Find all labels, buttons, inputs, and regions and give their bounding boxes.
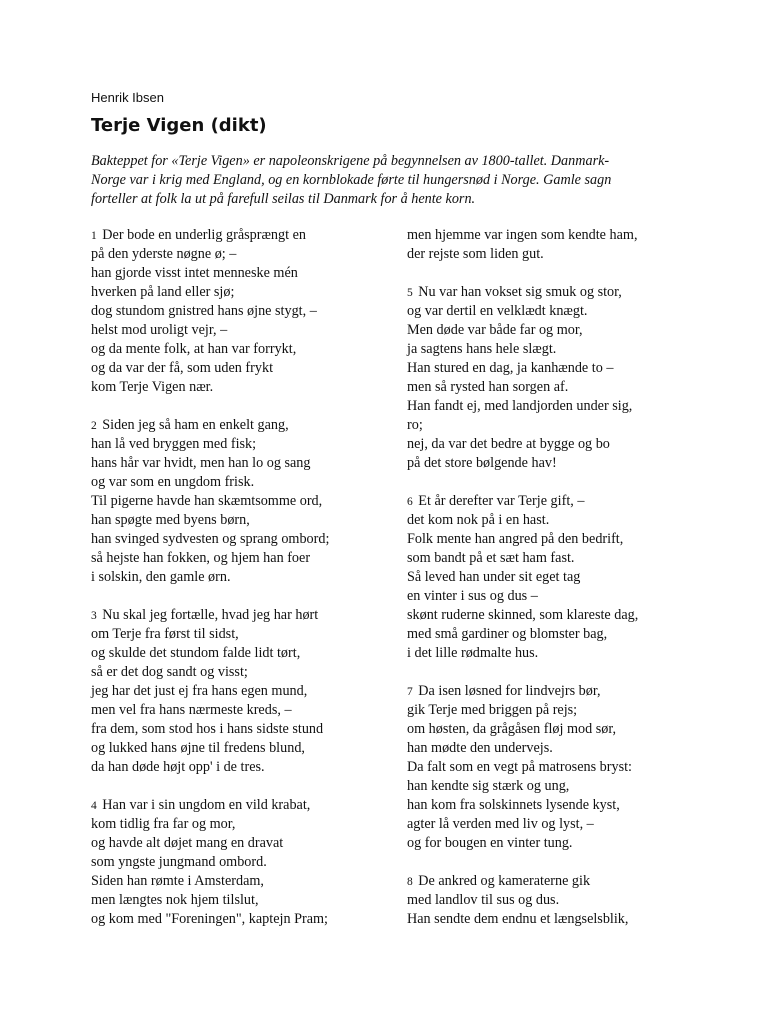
poem-line — [407, 606, 697, 625]
poem-line-text: agter lå verden med liv og lyst, – — [407, 816, 594, 832]
page-title: Terje Vigen (dikt) — [91, 115, 267, 136]
poem-line-text: Der bode en underlig gråsprængt en — [102, 227, 306, 243]
poem-line-text: kom tidlig fra far og mor, — [91, 816, 236, 832]
stanza-number: 8 — [407, 876, 413, 888]
poem-line — [91, 511, 376, 530]
poem-line — [407, 739, 697, 758]
poem-line — [91, 378, 376, 397]
poem-line-text: han svinged sydvesten og sprang ombord; — [91, 531, 330, 547]
poem-line — [407, 720, 697, 739]
poem-line — [407, 891, 697, 910]
poem-line-text: jeg har det just ej fra hans egen mund, — [91, 683, 308, 699]
poem-line-text: men hjemme var ingen som kendte ham, — [407, 227, 638, 243]
poem-line-text: med små gardiner og blomster bag, — [407, 626, 608, 642]
intro-line: Bakteppet for «Terje Vigen» er napoleonskrigene på begynnelsen av 1800-tallet. Danmark- — [91, 153, 610, 169]
poem-line-text: Nu skal jeg fortælle, hvad jeg har hørt — [102, 607, 319, 623]
stanza — [91, 796, 376, 929]
stanza — [91, 226, 376, 397]
poem-line — [91, 910, 376, 929]
poem-line-text: en vinter i sus og dus – — [407, 588, 538, 604]
poem-line-text: så hejste han fokken, og hjem han foer — [91, 550, 311, 566]
poem-line — [91, 321, 376, 340]
poem-line — [407, 435, 697, 454]
poem-line-text: som yngste jungmand ombord. — [91, 854, 267, 870]
intro-line: forteller at folk la ut på farefull seilas til Danmark for å hente korn. — [91, 191, 476, 207]
poem-line-text: gik Terje med briggen på rejs; — [407, 702, 578, 718]
poem-line-text: og var som en ungdom frisk. — [91, 474, 255, 490]
poem-line-text: De ankred og kameraterne gik — [418, 873, 591, 889]
poem-line-text: han gjorde visst intet menneske mén — [91, 265, 298, 281]
poem-line — [91, 340, 376, 359]
poem-line — [91, 264, 376, 283]
stanza — [407, 226, 697, 264]
poem-line — [407, 872, 697, 891]
poem-line-text: Han var i sin ungdom en vild krabat, — [102, 797, 311, 813]
stanza — [407, 492, 697, 663]
poem-line-text: dog stundom gnistred hans øjne stygt, – — [91, 303, 317, 319]
poem-line — [91, 302, 376, 321]
poem-line-text: og for bougen en vinter tung. — [407, 835, 573, 851]
poem-line-text: men så rysted han sorgen af. — [407, 379, 569, 395]
poem-line-text: og skulde det stundom falde lidt tørt, — [91, 645, 301, 661]
poem-line — [407, 568, 697, 587]
poem-line — [407, 587, 697, 606]
poem-line-text: Han fandt ej, med landjorden under sig, — [407, 398, 633, 414]
stanza — [91, 606, 376, 777]
poem-line-text: med landlov til sus og dus. — [407, 892, 560, 908]
poem-line — [91, 701, 376, 720]
poem-line — [91, 872, 376, 891]
poem-line-text: Men døde var både far og mor, — [407, 322, 583, 338]
poem-line-text: hverken på land eller sjø; — [91, 284, 235, 300]
poem-line-text: på det store bølgende hav! — [407, 455, 557, 471]
poem-line-text: og lukked hans øjne til fredens blund, — [91, 740, 305, 756]
poem-line-text: kom Terje Vigen nær. — [91, 379, 214, 395]
poem-line-text: og da mente folk, at han var forrykt, — [91, 341, 297, 357]
stanza — [407, 283, 697, 473]
poem-line — [91, 435, 376, 454]
poem-line-text: Så leved han under sit eget tag — [407, 569, 581, 585]
poem-line-text: det kom nok på i en hast. — [407, 512, 550, 528]
poem-line — [91, 245, 376, 264]
poem-line-text: Til pigerne havde han skæmtsomme ord, — [91, 493, 323, 509]
intro-paragraph — [91, 152, 681, 209]
poem-line-text: hans hår var hvidt, men han lo og sang — [91, 455, 311, 471]
poem-line — [407, 530, 697, 549]
poem-line-text: da han døde højt opp' i de tres. — [91, 759, 265, 775]
stanza — [407, 682, 697, 853]
poem-line — [407, 701, 697, 720]
poem-line-text: Folk mente han angred på den bedrift, — [407, 531, 624, 547]
poem-line-text: helst mod uroligt vejr, – — [91, 322, 228, 338]
poem-line — [91, 758, 376, 777]
poem-line — [407, 378, 697, 397]
poem-line — [407, 226, 697, 245]
stanza-number: 6 — [407, 496, 413, 508]
poem-line-text: og kom med "Foreningen", kaptejn Pram; — [91, 911, 328, 927]
poem-line-text: Et år derefter var Terje gift, – — [418, 493, 585, 509]
stanza — [407, 872, 697, 929]
intro-line: Norge var i krig med England, og en kornblokade førte til hungersnød i Norge. Gamle sagn — [91, 172, 612, 188]
poem-line — [407, 758, 697, 777]
stanza — [91, 416, 376, 587]
poem-line-text: Siden han rømte i Amsterdam, — [91, 873, 264, 889]
poem-line — [407, 910, 697, 929]
poem-line-text: Da isen løsned for lindvejrs bør, — [418, 683, 601, 699]
poem-line-text: men længtes nok hjem tilslut, — [91, 892, 259, 908]
poem-line — [91, 454, 376, 473]
poem-line-text: om Terje fra først til sidst, — [91, 626, 239, 642]
poem-line-text: i solskin, den gamle ørn. — [91, 569, 231, 585]
poem-line-text: Da falt som en vegt på matrosens bryst: — [407, 759, 632, 775]
poem-column-left — [91, 226, 376, 948]
poem-line-text: og havde alt døjet mang en dravat — [91, 835, 284, 851]
poem-line — [91, 739, 376, 758]
poem-line — [91, 853, 376, 872]
poem-line-text: om høsten, da grågåsen fløj mod sør, — [407, 721, 617, 737]
poem-line — [407, 321, 697, 340]
poem-line — [91, 834, 376, 853]
poem-line — [91, 663, 376, 682]
poem-line — [407, 644, 697, 663]
poem-line — [407, 340, 697, 359]
poem-line-text: der rejste som liden gut. — [407, 246, 544, 262]
poem-line — [91, 891, 376, 910]
poem-line-text: og var dertil en velklædt knægt. — [407, 303, 588, 319]
poem-line — [407, 283, 697, 302]
poem-line-text: han mødte den undervejs. — [407, 740, 553, 756]
poem-line — [91, 644, 376, 663]
poem-line-text: som bandt på et sæt ham fast. — [407, 550, 575, 566]
poem-line-text: på den yderste nøgne ø; – — [91, 246, 237, 262]
poem-line-text: og da var der få, som uden frykt — [91, 360, 274, 376]
stanza-number: 4 — [91, 800, 97, 812]
poem-line — [91, 568, 376, 587]
poem-line-text: Nu var han vokset sig smuk og stor, — [418, 284, 622, 300]
poem-line — [91, 815, 376, 834]
poem-line — [407, 682, 697, 701]
poem-line — [91, 492, 376, 511]
poem-line — [91, 549, 376, 568]
poem-line — [407, 549, 697, 568]
poem-line — [407, 416, 697, 435]
poem-line-text: ro; — [407, 417, 423, 433]
author-name: Henrik Ibsen — [91, 90, 164, 105]
poem-line — [407, 454, 697, 473]
poem-line-text: men vel fra hans nærmeste kreds, – — [91, 702, 292, 718]
poem-line — [407, 815, 697, 834]
poem-line — [407, 359, 697, 378]
poem-line-text: han kom fra solskinnets lysende kyst, — [407, 797, 620, 813]
poem-line — [91, 473, 376, 492]
stanza-number: 1 — [91, 230, 97, 242]
poem-line — [407, 245, 697, 264]
poem-line — [91, 359, 376, 378]
stanza-number: 5 — [407, 287, 413, 299]
poem-line-text: skønt ruderne skinned, som klareste dag, — [407, 607, 639, 623]
poem-line-text: så er det dog sandt og visst; — [91, 664, 248, 680]
stanza-number: 3 — [91, 610, 97, 622]
poem-line — [407, 302, 697, 321]
poem-line — [91, 530, 376, 549]
poem-line-text: fra dem, som stod hos i hans sidste stund — [91, 721, 324, 737]
poem-line-text: nej, da var det bedre at bygge og bo — [407, 436, 610, 452]
stanza-number: 7 — [407, 686, 413, 698]
poem-line — [91, 226, 376, 245]
poem-line — [91, 625, 376, 644]
poem-line — [407, 492, 697, 511]
poem-line — [407, 511, 697, 530]
poem-line — [407, 834, 697, 853]
poem-line-text: han spøgte med byens børn, — [91, 512, 250, 528]
poem-line-text: Siden jeg så ham en enkelt gang, — [102, 417, 289, 433]
poem-line — [91, 416, 376, 435]
poem-line — [407, 777, 697, 796]
poem-line — [407, 397, 697, 416]
poem-line — [91, 796, 376, 815]
poem-line-text: ja sagtens hans hele slægt. — [407, 341, 557, 357]
poem-column-right — [407, 226, 697, 948]
poem-line-text: Han sendte dem endnu et længselsblik, — [407, 911, 629, 927]
poem-line — [407, 625, 697, 644]
poem-line — [91, 682, 376, 701]
poem-line-text: han kendte sig stærk og ung, — [407, 778, 570, 794]
poem-line — [91, 720, 376, 739]
poem-line — [407, 796, 697, 815]
poem-line-text: han lå ved bryggen med fisk; — [91, 436, 257, 452]
poem-line-text: i det lille rødmalte hus. — [407, 645, 539, 661]
poem-line-text: Han stured en dag, ja kanhænde to – — [407, 360, 614, 376]
stanza-number: 2 — [91, 420, 97, 432]
poem-line — [91, 606, 376, 625]
poem-line — [91, 283, 376, 302]
